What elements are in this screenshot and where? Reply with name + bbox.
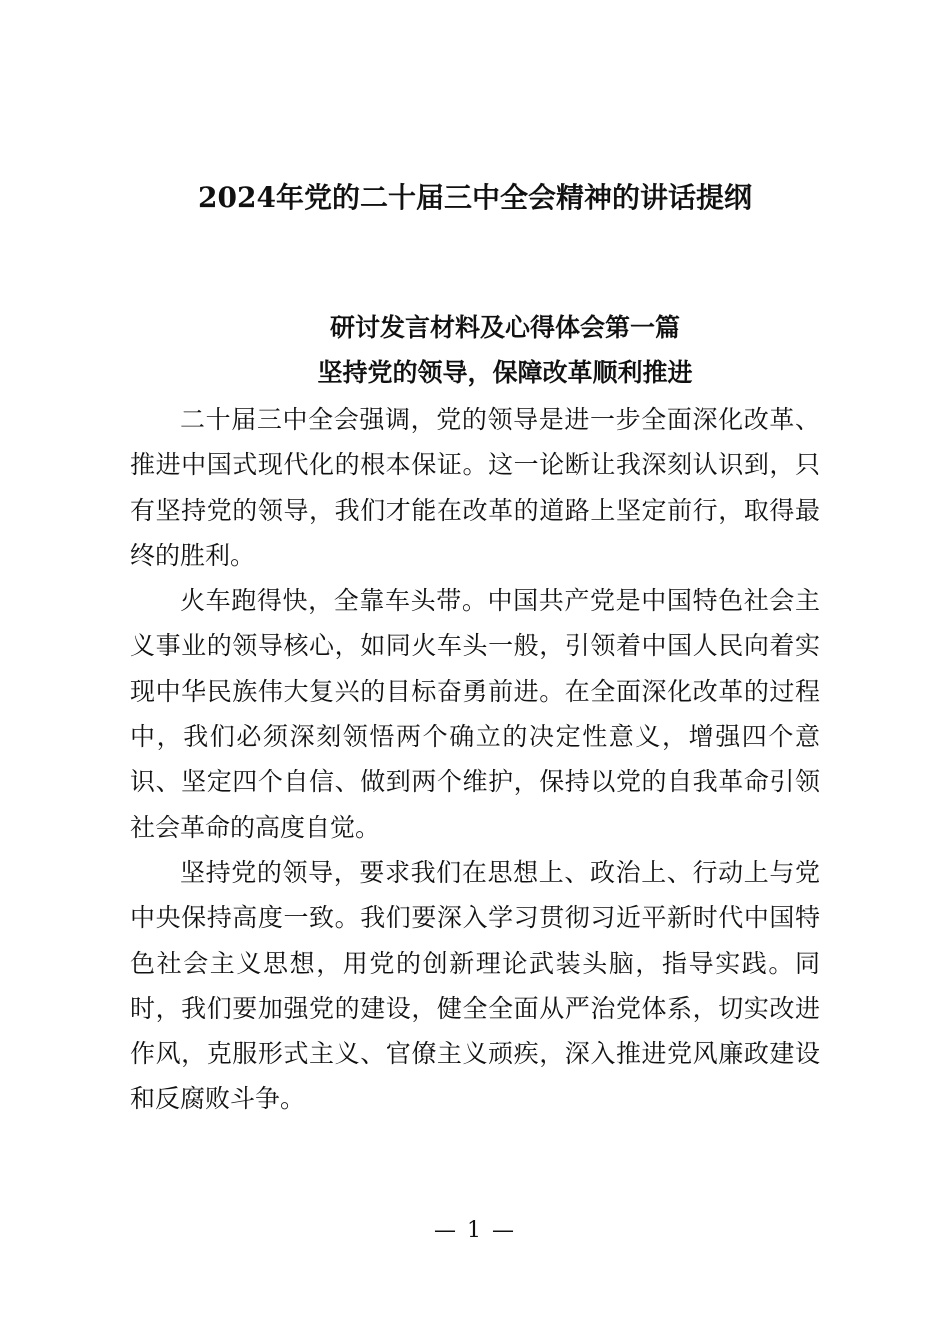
body-paragraph: 火车跑得快，全靠车头带。中国共产党是中国特色社会主义事业的领导核心，如同火车头一般，引领着中国人民向着实现中华民族伟大复兴的目标奋勇前进。在全面深化改革的过程中，我们必须深刻领悟两个确立的决定性意义，增强四个意识、坚定四个自信、做到两个维护，保持以党的自我革命引领社会革命的高度自觉。 [130, 586, 820, 842]
page-number: — 1 — [434, 1218, 516, 1243]
document-title: 2024年党的二十届三中全会精神的讲话提纲 [198, 181, 752, 214]
body-paragraph: 坚持党的领导，要求我们在思想上、政治上、行动上与党中央保持高度一致。我们要深入学习贯彻习近平新时代中国特色社会主义思想，用党的创新理论武装头脑，指导实践。同时，我们要加强党的建设，健全全面从严治党体系，切实改进作风，克服形式主义、官僚主义顽疾，深入推进党风廉政建设和反腐败斗争。 [130, 857, 820, 1114]
body-paragraph: 二十届三中全会强调，党的领导是进一步全面深化改革、推进中国式现代化的根本保证。这一论断让我深刻认识到，只有坚持党的领导，我们才能在改革的道路上坚定前行，取得最终的胜利。 [130, 405, 820, 570]
body-text [130, 397, 820, 1122]
section-subheading: 坚持党的领导，保障改革顺利推进 [317, 358, 693, 387]
section-heading: 研讨发言材料及心得体会第一篇 [329, 313, 680, 342]
